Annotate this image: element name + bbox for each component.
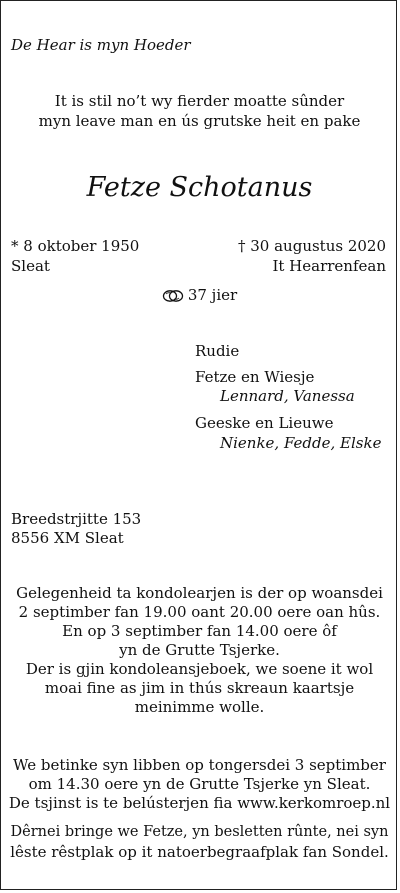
intro-line-2: myn leave man en ús grutske heit en pake xyxy=(38,112,361,130)
service-line: De tsjinst is te belústerjen fia www.kerkomroep.nl xyxy=(8,794,391,812)
condolence-line: yn de Grutte Tsjerke. xyxy=(119,641,280,659)
condolence-line: meinimme wolle. xyxy=(134,698,265,716)
child-couple: Geeske en Lieuwe xyxy=(195,414,334,432)
condolence-line: Der is gjin kondoleansjeboek, we soene it wol xyxy=(25,660,374,678)
condolence-line: moai fine as jim in thús skreaun kaartsje xyxy=(44,679,355,697)
grandchildren: Nienke, Fedde, Elske xyxy=(220,434,382,452)
service-line: We betinke syn libben op tongersdei 3 septimber xyxy=(13,756,386,774)
death-place: It Hearrenfean xyxy=(272,257,386,275)
burial-line: lêste rêstplak op it natoerbegraafplak fan Sondel. xyxy=(10,843,389,861)
death-date: † 30 augustus 2020 xyxy=(237,237,386,255)
grandchildren: Lennard, Vanessa xyxy=(220,387,355,405)
address-city: 8556 XM Sleat xyxy=(11,529,124,547)
spouse-name: Rudie xyxy=(195,342,240,360)
condolence-line: En op 3 septimber fan 14.00 oere ôf xyxy=(62,622,337,640)
address-street: Breedstrjitte 153 xyxy=(11,510,142,528)
birth-date: * 8 oktober 1950 xyxy=(11,237,140,255)
child-couple: Fetze en Wiesje xyxy=(195,368,315,386)
wedding-rings-icon xyxy=(162,289,184,308)
marriage-duration xyxy=(1,286,398,308)
marriage-years: 37 jier xyxy=(187,286,238,304)
burial-line: Dêrnei bringe we Fetze, yn besletten rûnte, nei syn xyxy=(10,824,389,840)
motto: De Hear is myn Hoeder xyxy=(11,36,191,54)
condolence-line: Gelegenheid ta kondolearjen is der op woansdei xyxy=(16,584,383,602)
birth-place: Sleat xyxy=(11,257,50,275)
intro-line-1: It is stil no’t wy fierder moatte sûnder xyxy=(54,92,345,110)
service-line: om 14.30 oere yn de Grutte Tsjerke yn Sleat. xyxy=(28,775,371,793)
condolence-line: 2 septimber fan 19.00 oant 20.00 oere oan hûs. xyxy=(18,603,381,621)
deceased-name: Fetze Schotanus xyxy=(86,172,313,203)
